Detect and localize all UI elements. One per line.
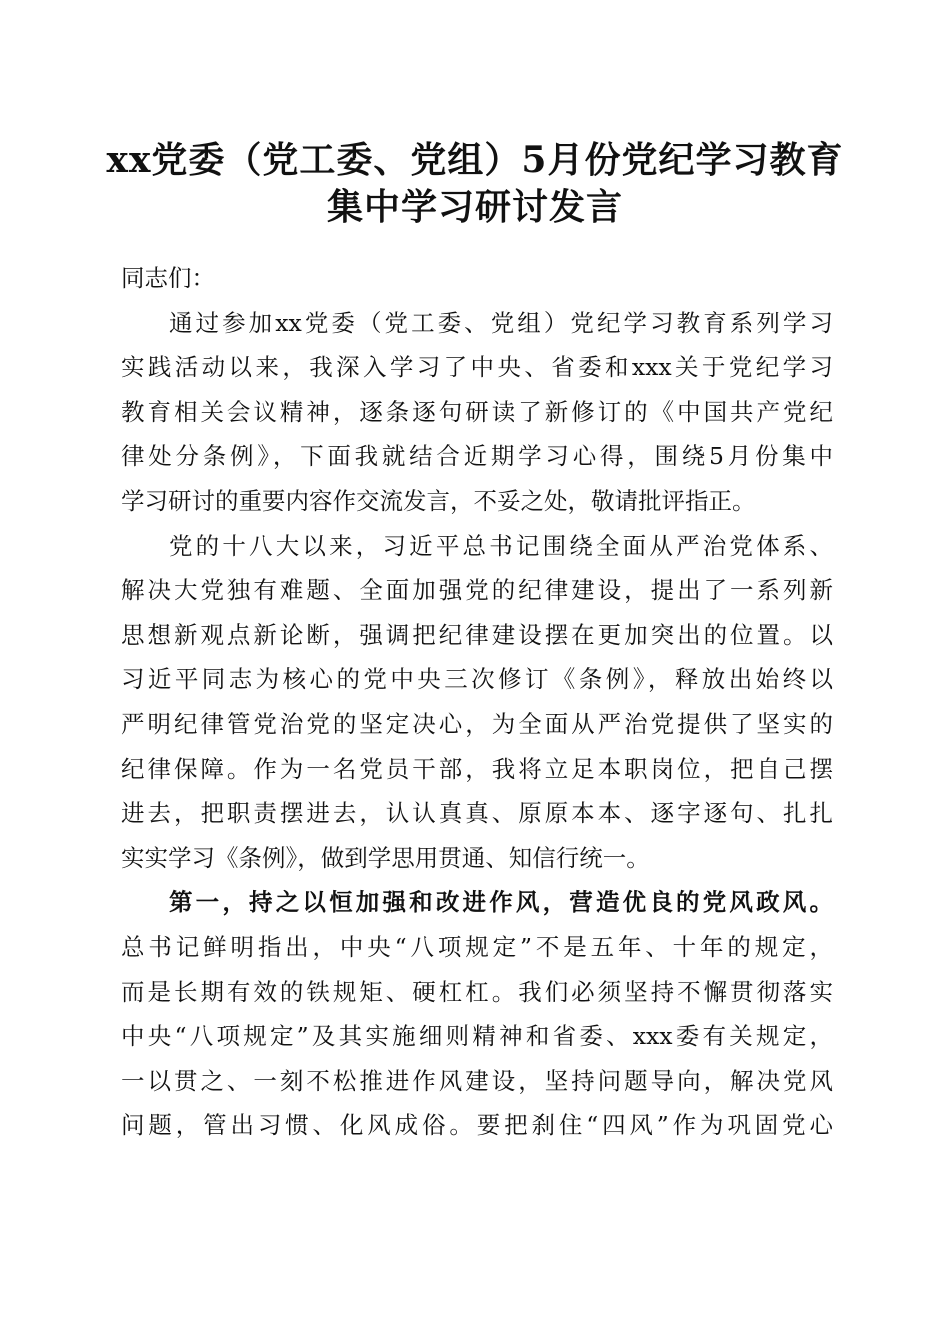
paragraph-2-line: 纪律保障。作为一名党员干部，我将立足本职岗位，把自己摆	[121, 754, 833, 783]
document-title-line-1: xx党委（党工委、党组）5月份党纪学习教育	[106, 139, 844, 181]
paragraph-3-line: 问题，管出习惯、化风成俗。要把刹住“四风”作为巩固党心	[121, 1111, 833, 1140]
paragraph-2-line: 党的十八大以来，习近平总书记围绕全面从严治党体系、	[169, 531, 833, 560]
document-body	[121, 256, 833, 1148]
paragraph-2-line: 思想新观点新论断，强调把纪律建设摆在更加突出的位置。以	[121, 620, 833, 649]
greeting: 同志们：	[121, 264, 215, 292]
document-title-line-2: 集中学习研讨发言	[326, 186, 623, 228]
paragraph-2-line: 解决大党独有难题、全面加强党的纪律建设，提出了一系列新	[121, 576, 833, 605]
paragraph-3-line: 总书记鲜明指出，中央“八项规定”不是五年、十年的规定，	[121, 932, 833, 961]
paragraph-2-line: 严明纪律管党治党的坚定决心，为全面从严治党提供了坚实的	[121, 709, 833, 738]
paragraph-3-line: 一以贯之、一刻不松推进作风建设，坚持问题导向，解决党风	[121, 1066, 833, 1095]
paragraph-2-line: 实实学习《条例》，做到学思用贯通、知信行统一。	[121, 843, 650, 872]
paragraph-1-line: 通过参加xx党委（党工委、党组）党纪学习教育系列学习	[169, 308, 833, 337]
paragraph-1-line: 律处分条例》，下面我就结合近期学习心得，围绕5月份集中	[121, 442, 833, 471]
paragraph-1-line: 实践活动以来，我深入学习了中央、省委和xxx关于党纪学习	[121, 353, 833, 382]
paragraph-1-line: 教育相关会议精神，逐条逐句研读了新修订的《中国共产党纪	[121, 397, 833, 426]
paragraph-3-heading: 第一，持之以恒加强和改进作风，营造优良的党风政风。	[169, 888, 833, 917]
paragraph-3-line: 中央“八项规定”及其实施细则精神和省委、xxx委有关规定，	[121, 1022, 833, 1051]
paragraph-2-line: 进去，把职责摆进去，认认真真、原原本本、逐字逐句、扎扎	[121, 799, 833, 828]
paragraph-2-line: 习近平同志为核心的党中央三次修订《条例》，释放出始终以	[121, 665, 833, 694]
paragraph-3-line: 而是长期有效的铁规矩、硬杠杠。我们必须坚持不懈贯彻落实	[121, 977, 833, 1006]
paragraph-1-line: 学习研讨的重要内容作交流发言，不妥之处，敬请批评指正。	[121, 486, 756, 515]
